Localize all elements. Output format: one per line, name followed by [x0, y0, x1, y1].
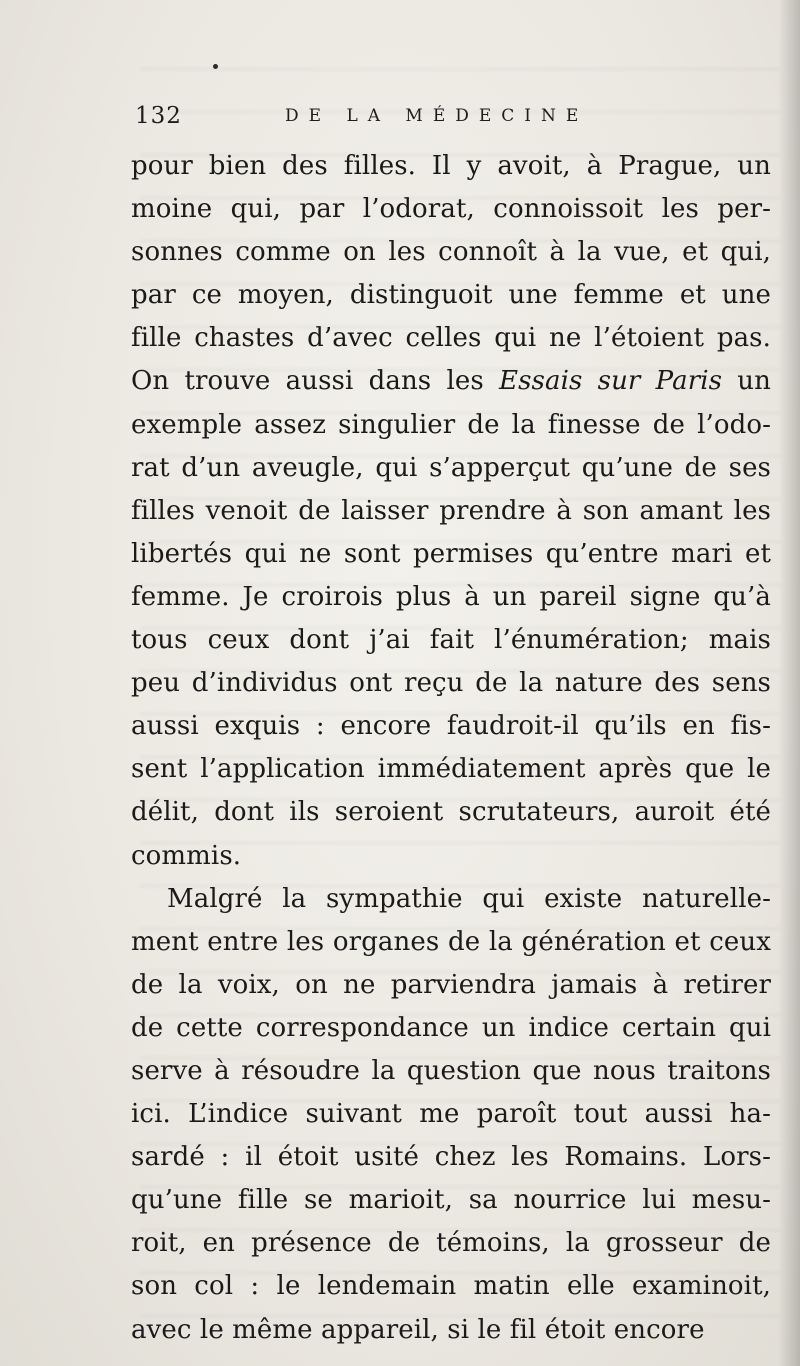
- text-line: [131, 878, 771, 921]
- text-line: [131, 533, 771, 576]
- text-line: [131, 447, 771, 490]
- text-line: [131, 1179, 771, 1222]
- text-segment: peu d’individus ont reçu de la nature des sens: [131, 668, 771, 699]
- text-segment: On trouve aussi dans les: [131, 366, 499, 397]
- text-line: [131, 1309, 771, 1352]
- text-line: [131, 1050, 771, 1093]
- italic-title: Essais sur Paris: [499, 366, 723, 397]
- text-segment: son col : le lendemain matin elle examinoit,: [131, 1271, 771, 1302]
- text-line: [131, 921, 771, 964]
- text-line: [131, 490, 771, 533]
- text-segment: aussi exquis : encore faudroit-il qu’ils en fis-: [131, 711, 771, 742]
- text-segment: délit, dont ils seroient scrutateurs, auroit été: [131, 797, 771, 828]
- text-line: [131, 835, 771, 878]
- ink-dot: [213, 64, 218, 69]
- text-segment: roit, en présence de témoins, la grosseur de: [131, 1228, 771, 1259]
- text-segment: femme. Je croirois plus à un pareil signe qu’à: [131, 581, 771, 612]
- text-segment: filles venoit de laisser prendre à son amant les: [131, 495, 771, 526]
- text-line: [131, 964, 771, 1007]
- text-segment: ici. L’indice suivant me paroît tout aussi ha-: [131, 1099, 771, 1130]
- text-segment: commis.: [131, 840, 242, 871]
- text-segment: qu’une fille se marioit, sa nourrice lui mesu-: [131, 1185, 771, 1216]
- text-segment: rat d’un aveugle, qui s’apperçut qu’une de ses: [131, 452, 771, 483]
- text-line: [131, 576, 771, 619]
- text-segment: ment entre les organes de la génération et ceux: [131, 926, 771, 957]
- text-segment: par ce moyen, distinguoit une femme et une: [131, 280, 771, 311]
- text-line: [131, 619, 771, 662]
- text-segment: pour bien des filles. Il y avoit, à Prague, un: [131, 151, 771, 181]
- text-segment: de la voix, on ne parviendra jamais à retirer: [131, 969, 771, 1000]
- text-segment: sent l’application immédiatement après que le: [131, 754, 771, 785]
- page-number: 132: [135, 103, 182, 129]
- text-line: [131, 231, 771, 274]
- text-segment: fille chastes d’avec celles qui ne l’étoient pas.: [131, 323, 771, 354]
- text-segment: serve à résoudre la question que nous traitons: [131, 1055, 771, 1086]
- text-segment: moine qui, par l’odorat, connoissoit les per-: [131, 194, 771, 225]
- text-segment: tous ceux dont j’ai fait l’énumération; mais: [131, 625, 771, 656]
- body-text: [131, 145, 771, 1352]
- running-head: [135, 103, 655, 137]
- text-line: [131, 317, 771, 360]
- text-line: [131, 404, 771, 447]
- text-segment: libertés qui ne sont permises qu’entre mari et: [131, 538, 771, 569]
- text-segment: avec le même appareil, si le fil étoit encore: [131, 1314, 705, 1345]
- text-line: [131, 360, 771, 403]
- text-line: [131, 791, 771, 834]
- text-segment: Malgré la sympathie qui existe naturelle-: [167, 883, 771, 914]
- text-segment: de cette correspondance un indice certain qui: [131, 1012, 771, 1043]
- text-line: [131, 662, 771, 705]
- text-line: [131, 1222, 771, 1265]
- text-segment: sardé : il étoit usité chez les Romains. Lors-: [131, 1142, 771, 1173]
- text-line: [131, 705, 771, 748]
- running-title: DE LA MÉDECINE: [285, 106, 589, 126]
- text-line: [131, 274, 771, 317]
- text-line: [131, 145, 771, 188]
- text-line: [131, 1093, 771, 1136]
- gutter-shadow: [778, 0, 800, 1366]
- text-line: [131, 1007, 771, 1050]
- text-line: [131, 1265, 771, 1308]
- text-segment: exemple assez singulier de la finesse de l’odo-: [131, 409, 771, 440]
- text-line: [131, 1136, 771, 1179]
- text-line: [131, 188, 771, 231]
- text-segment: sonnes comme on les connoît à la vue, et qui,: [131, 237, 771, 268]
- text-segment: un: [722, 366, 771, 397]
- text-line: [131, 748, 771, 791]
